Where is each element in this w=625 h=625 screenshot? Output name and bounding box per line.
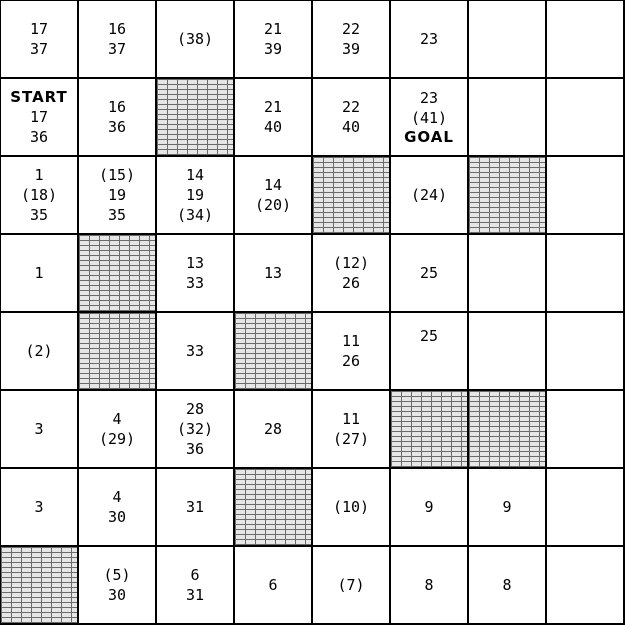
maze-cell[interactable]: [1, 1, 79, 79]
maze-cell[interactable]: [79, 547, 157, 625]
maze-cell[interactable]: [79, 469, 157, 547]
maze-cell[interactable]: [547, 313, 625, 391]
cell-value: 14: [185, 166, 205, 184]
maze-cell[interactable]: [547, 79, 625, 157]
cell-value: 40: [341, 118, 361, 136]
cell-value: 13: [185, 254, 205, 272]
cell-value: (12): [332, 254, 370, 272]
maze-cell[interactable]: [1, 157, 79, 235]
cell-value: 3: [34, 420, 44, 438]
maze-cell[interactable]: [235, 1, 313, 79]
maze-cell[interactable]: [547, 235, 625, 313]
maze-cell[interactable]: [469, 547, 547, 625]
start-label: START: [10, 87, 68, 106]
wall-cell: [79, 235, 157, 313]
maze-cell[interactable]: [313, 313, 391, 391]
wall-cell: [469, 157, 547, 235]
maze-cell[interactable]: [313, 547, 391, 625]
maze-cell[interactable]: [313, 391, 391, 469]
cell-value: 4: [112, 410, 122, 428]
cell-value: 1: [34, 166, 44, 184]
wall-cell: [157, 79, 235, 157]
cell-value: (18): [20, 186, 58, 204]
cell-value: 25: [419, 327, 439, 345]
maze-cell[interactable]: [547, 157, 625, 235]
cell-value: 36: [185, 440, 205, 458]
maze-cell[interactable]: [235, 391, 313, 469]
cell-value: (2): [25, 342, 53, 360]
cell-value: 1: [34, 264, 44, 282]
maze-cell[interactable]: [235, 547, 313, 625]
cell-value: 33: [185, 342, 205, 360]
cell-value: 16: [107, 20, 127, 38]
maze-cell[interactable]: [547, 1, 625, 79]
wall-cell: [235, 313, 313, 391]
cell-value: 8: [502, 576, 512, 594]
wall-cell: [79, 313, 157, 391]
cell-value: 13: [263, 264, 283, 282]
maze-cell[interactable]: [391, 235, 469, 313]
cell-value: 26: [341, 274, 361, 292]
cell-value: 17: [29, 20, 49, 38]
maze-cell[interactable]: [547, 391, 625, 469]
cell-value: 39: [341, 40, 361, 58]
cell-value: 23: [419, 30, 439, 48]
cell-value: (5): [103, 566, 131, 584]
maze-cell[interactable]: [157, 235, 235, 313]
maze-cell[interactable]: [157, 547, 235, 625]
wall-cell: [469, 391, 547, 469]
cell-value: 37: [29, 40, 49, 58]
cell-value: 17: [29, 107, 49, 126]
maze-cell[interactable]: [79, 391, 157, 469]
maze-cell[interactable]: [79, 79, 157, 157]
maze-cell[interactable]: [235, 235, 313, 313]
maze-cell[interactable]: [469, 79, 547, 157]
cell-value: 14: [263, 176, 283, 194]
cell-value: 9: [502, 498, 512, 516]
cell-value: (34): [176, 206, 214, 224]
cell-value: 40: [263, 118, 283, 136]
maze-cell[interactable]: [469, 1, 547, 79]
maze-cell[interactable]: [469, 469, 547, 547]
maze-cell[interactable]: [157, 1, 235, 79]
cell-value: 6: [268, 576, 278, 594]
cell-value: 8: [424, 576, 434, 594]
cell-value: 22: [341, 20, 361, 38]
maze-cell[interactable]: [391, 547, 469, 625]
cell-value: 28: [263, 420, 283, 438]
maze-cell[interactable]: [391, 79, 469, 157]
maze-cell[interactable]: [547, 469, 625, 547]
cell-value: 9: [424, 498, 434, 516]
cell-value: 21: [263, 20, 283, 38]
goal-label: GOAL: [404, 127, 454, 146]
maze-cell[interactable]: [313, 79, 391, 157]
cell-value: (24): [410, 186, 448, 204]
cell-value: 35: [29, 206, 49, 224]
cell-value: 3: [34, 498, 44, 516]
maze-cell[interactable]: [157, 157, 235, 235]
cell-value: (29): [98, 430, 136, 448]
maze-cell[interactable]: [157, 391, 235, 469]
maze-cell[interactable]: [235, 157, 313, 235]
cell-value: 11: [341, 332, 361, 350]
cell-value: (38): [176, 30, 214, 48]
maze-cell[interactable]: [469, 313, 547, 391]
maze-cell[interactable]: [391, 157, 469, 235]
maze-cell[interactable]: [469, 235, 547, 313]
cell-value: 4: [112, 488, 122, 506]
maze-cell[interactable]: [391, 1, 469, 79]
maze-cell[interactable]: [79, 1, 157, 79]
maze-cell[interactable]: [547, 547, 625, 625]
maze-cell[interactable]: [1, 235, 79, 313]
cell-value: 36: [107, 118, 127, 136]
maze-cell[interactable]: [157, 469, 235, 547]
cell-value: 25: [419, 264, 439, 282]
cell-value: (10): [332, 498, 370, 516]
maze-cell[interactable]: [235, 79, 313, 157]
cell-value: 11: [341, 410, 361, 428]
cell-value: 6: [190, 566, 200, 584]
cell-value: 31: [185, 586, 205, 604]
wall-cell: [313, 157, 391, 235]
cell-value: 36: [29, 127, 49, 146]
cell-value: 30: [107, 508, 127, 526]
maze-cell[interactable]: [313, 235, 391, 313]
cell-value: 30: [107, 586, 127, 604]
cell-value: 35: [107, 206, 127, 224]
maze-cell[interactable]: [79, 157, 157, 235]
cell-value: 39: [263, 40, 283, 58]
maze-cell[interactable]: [391, 313, 469, 391]
maze-cell[interactable]: [391, 469, 469, 547]
maze-cell[interactable]: [1, 79, 79, 157]
cell-value: 19: [107, 186, 127, 204]
cell-value: 23: [419, 88, 439, 107]
maze-cell[interactable]: [313, 469, 391, 547]
cell-value: (20): [254, 196, 292, 214]
maze-cell[interactable]: [1, 313, 79, 391]
maze-cell[interactable]: [313, 1, 391, 79]
cell-value: (7): [337, 576, 365, 594]
wall-cell: [1, 547, 79, 625]
cell-value: (32): [176, 420, 214, 438]
cell-value: 37: [107, 40, 127, 58]
cell-value: 16: [107, 98, 127, 116]
cell-value: (27): [332, 430, 370, 448]
maze-cell[interactable]: [1, 469, 79, 547]
cell-value: (15): [98, 166, 136, 184]
cell-value: 28: [185, 400, 205, 418]
wall-cell: [235, 469, 313, 547]
cell-value: 22: [341, 98, 361, 116]
cell-value: 19: [185, 186, 205, 204]
wall-cell: [391, 391, 469, 469]
cell-value: 33: [185, 274, 205, 292]
maze-cell[interactable]: [1, 391, 79, 469]
cell-value: 31: [185, 498, 205, 516]
cell-value: 26: [341, 352, 361, 370]
maze-cell[interactable]: [157, 313, 235, 391]
cell-value: 21: [263, 98, 283, 116]
cell-value: (41): [410, 108, 448, 127]
